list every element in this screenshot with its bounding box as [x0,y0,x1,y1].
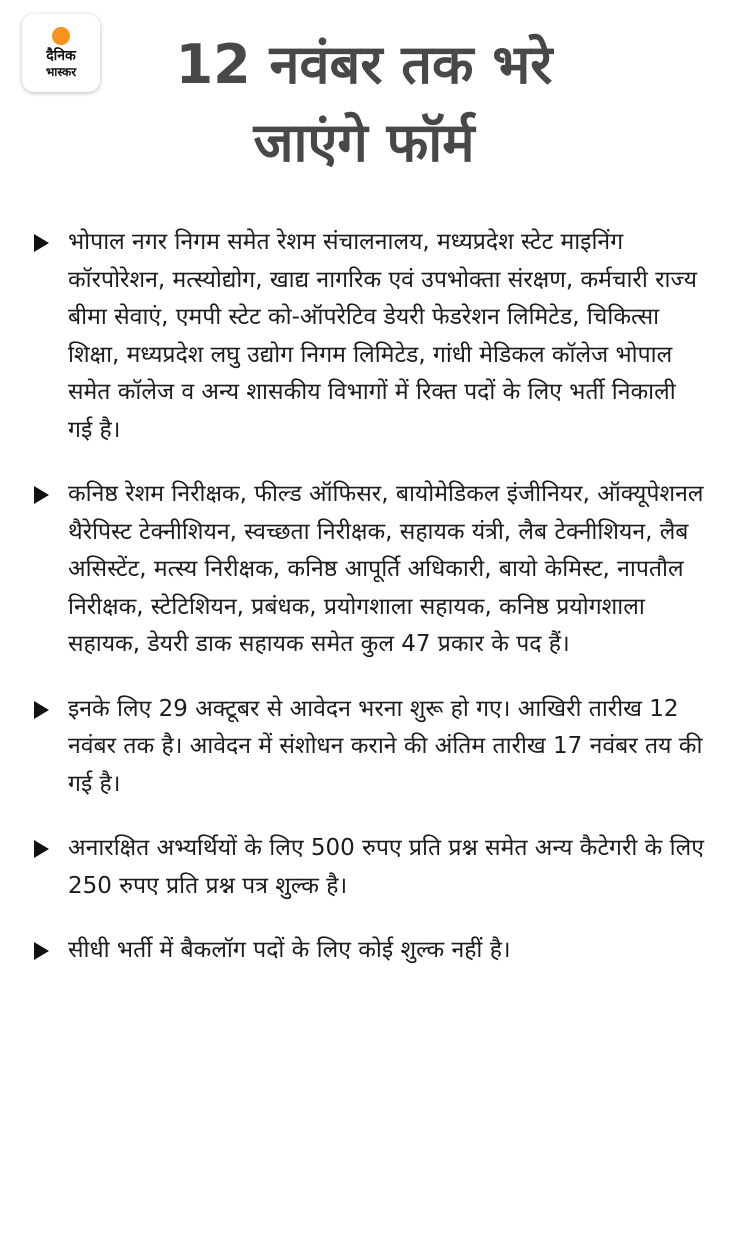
triangle-bullet-icon [34,486,49,504]
bullet-text: अनारक्षित अभ्यर्थियों के लिए 500 रुपए प्रति प्रश्न समेत अन्य कैटेगरी के लिए 250 रुपए प्रति प्रश्न पत्र शुल्क है। [68,835,704,899]
bullet-text: भोपाल नगर निगम समेत रेशम संचालनालय, मध्यप्रदेश स्टेट माइनिंग कॉरपोरेशन, मत्स्योद्योग, खाद्य नागरिक एवं उपभोक्ता संरक्षण, कर्मचारी राज्य बीमा सेवाएं, एमपी स्टेट को-ऑपरेटिव डेयरी फेडरेशन लिमिटेड, चिकित्सा शिक्षा, मध्यप्रदेश लघु उद्योग निगम लिमिटेड, गांधी मेडिकल कॉलेज भोपाल समेत कॉलेज व अन्य शासकीय विभागों में रिक्त पदों के लिए भर्ती निकाली गई है। [68,229,697,443]
headline [104,26,624,182]
brand-logo [22,14,100,92]
triangle-bullet-icon [34,234,49,252]
bullet-text: इनके लिए 29 अक्टूबर से आवेदन भरना शुरू हो गए। आखिरी तारीख 12 नवंबर तक है। आवेदन में संशोधन कराने की अंतिम तारीख 17 नवंबर तय की गई है। [68,695,703,797]
bullet-item [34,932,704,970]
bullet-item [34,224,704,449]
bullet-item [34,476,704,664]
headline-line2: जाएंगे फॉर्म [253,111,475,174]
logo-text-line1: दैनिक [46,47,76,64]
triangle-bullet-icon [34,840,49,858]
bullet-item [34,691,704,804]
triangle-bullet-icon [34,701,49,719]
bullet-text: सीधी भर्ती में बैकलॉग पदों के लिए कोई शुल्क नहीं है। [68,937,511,963]
bullet-text: कनिष्ठ रेशम निरीक्षक, फील्ड ऑफिसर, बायोमेडिकल इंजीनियर, ऑक्यूपेशनल थैरेपिस्ट टेक्नीशियन, स्वच्छता निरीक्षक, सहायक यंत्री, लैब टेक्नीशियन, लैब असिस्टेंट, मत्स्य निरीक्षक, कनिष्ठ आपूर्ति अधिकारी, बायो केमिस्ट, नापतौल निरीक्षक, स्टेटिशियन, प्रबंधक, प्रयोगशाला सहायक, कनिष्ठ प्रयोगशाला सहायक, डेयरी डाक सहायक समेत कुल 47 प्रकार के पद हैं। [68,481,704,657]
bullet-list [34,224,704,997]
triangle-bullet-icon [34,942,49,960]
logo-text-line2: भास्कर [45,64,77,79]
bullet-item [34,830,704,905]
logo-sun-dot [52,27,70,45]
headline-line1: 12 नवंबर तक भरे [175,33,553,96]
